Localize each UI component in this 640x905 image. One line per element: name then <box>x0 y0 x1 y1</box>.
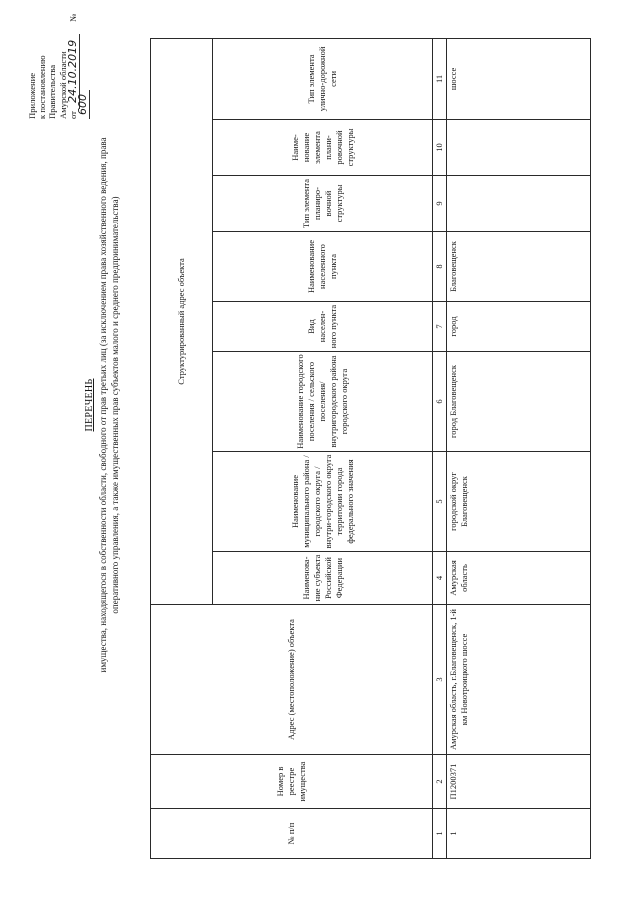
title-heading: ПЕРЕЧЕНЬ <box>84 378 95 432</box>
col-number-cell: 4 <box>433 552 447 605</box>
appendix-line-3: Амурской области <box>57 51 68 119</box>
header-planning-element-name: Наиме-нование элемента плани-ровочной структуры <box>213 120 433 176</box>
appendix-note <box>27 4 88 119</box>
date-prefix: от <box>67 111 78 119</box>
appendix-line-1: Приложение <box>27 72 37 119</box>
table-cell <box>447 120 591 176</box>
property-register-table <box>150 38 591 859</box>
table-cell: городской округ Благовещенск <box>447 452 591 552</box>
header-address: Адрес (местоположение) объекта <box>151 605 433 755</box>
header-settlement: Наименование городского поселения / сельского поселения/ внутригородского района городского округа <box>213 352 433 452</box>
table-cell: город <box>447 302 591 352</box>
col-number-cell: 11 <box>433 38 447 119</box>
table-cell: город Благовещенск <box>447 352 591 452</box>
header-structured-address: Структурированный адрес объекта <box>151 38 213 604</box>
table-cell: шоссе <box>447 38 591 119</box>
col-number-cell: 6 <box>433 352 447 452</box>
header-street-element-type: Тип элемента улично-дорожной сети <box>213 38 433 119</box>
header-number: № п/п <box>151 809 433 859</box>
col-number-cell: 3 <box>433 605 447 755</box>
header-locality-name: Наименование населенного пункта <box>213 232 433 302</box>
col-number-cell: 1 <box>433 809 447 859</box>
col-number-cell: 7 <box>433 302 447 352</box>
number-prefix: № <box>67 13 78 22</box>
table-cell: Амурская область <box>447 552 591 605</box>
header-subject-name: Наименова-ние субъекта Российской Федерации <box>213 552 433 605</box>
table-cell: П1200371 <box>447 755 591 809</box>
col-number-cell: 9 <box>433 176 447 232</box>
appendix-line-2: к постановлению Правительства <box>37 55 58 119</box>
handwritten-date: 24.10.2019 <box>66 34 80 109</box>
header-locality-type: Вид населен-ного пункта <box>213 302 433 352</box>
col-number-cell: 10 <box>433 120 447 176</box>
table-row <box>447 38 591 858</box>
table-cell: 1 <box>447 809 591 859</box>
table-cell: Благовещенск <box>447 232 591 302</box>
table-cell <box>447 176 591 232</box>
header-registry-number: Номер в реестре имущества <box>151 755 433 809</box>
col-number-cell: 5 <box>433 452 447 552</box>
header-planning-element-type: Тип элемента планиро-вочной структуры <box>213 176 433 232</box>
col-number-cell: 8 <box>433 232 447 302</box>
col-number-cell: 2 <box>433 755 447 809</box>
header-municipal-district: Наименование муниципального района / городского округа / внутри-городского округа территории города федерального значения <box>213 452 433 552</box>
table-cell: Амурская область, г.Благовещенск, 1-й км Новотроицкого шоссе <box>447 605 591 755</box>
handwritten-number: 600 <box>76 90 90 119</box>
title-text: имущества, находящегося в собственности области, свободного от прав третьих лиц (за исключением права хозяйственного ведения, права оперативного управления, а также имущественных прав субъектов малого и среднего предпринимательства) <box>98 137 120 673</box>
document-title <box>84 15 121 795</box>
